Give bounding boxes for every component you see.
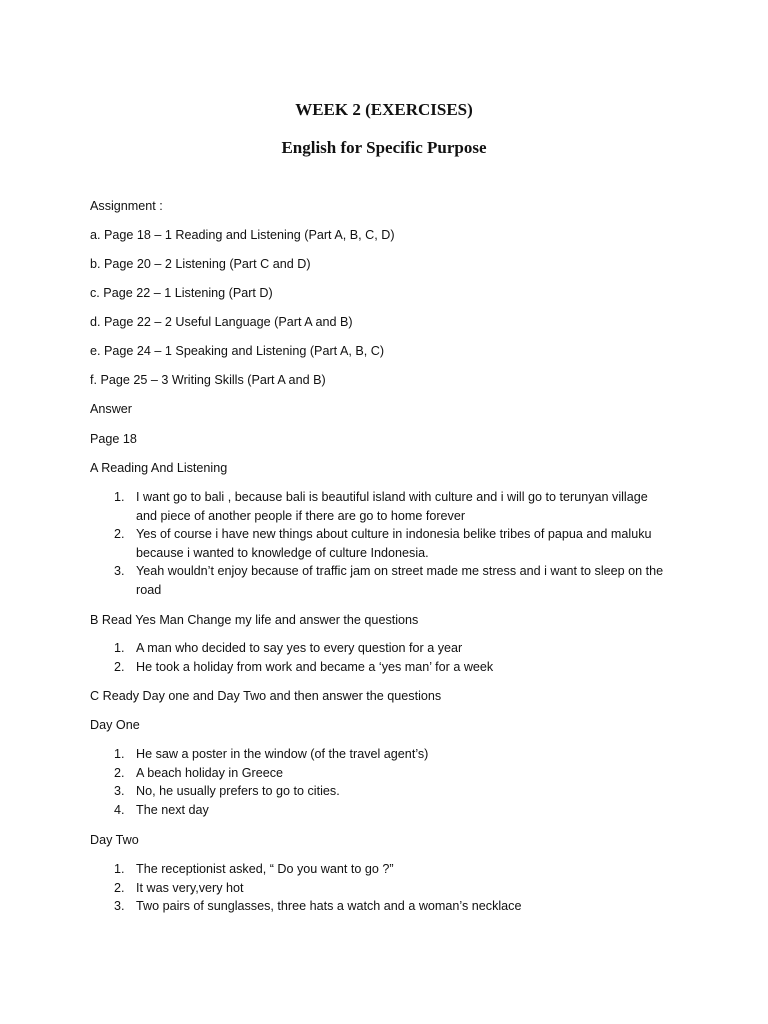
- list-number: 2.: [114, 880, 125, 895]
- list-number: 2.: [114, 527, 125, 541]
- list-number: 3.: [114, 899, 125, 913]
- page-reference: Page 18: [90, 432, 137, 446]
- list-text: Yeah wouldn’t enjoy because of traffic jam on street made me stress and i want to sleep on the: [136, 564, 664, 578]
- list-text: It was very,very hot: [136, 880, 244, 895]
- list-text: No, he usually prefers to go to cities.: [136, 784, 340, 798]
- list-text: The next day: [136, 802, 209, 817]
- list-text: road: [136, 582, 162, 597]
- list-number: 1.: [114, 747, 125, 761]
- list-number: 2.: [114, 765, 125, 780]
- list-text: He took a holiday from work and became a ‘yes man’ for a week: [136, 659, 494, 674]
- list-text: Two pairs of sunglasses, three hats a watch and a woman’s necklace: [136, 899, 522, 913]
- list-item: [90, 897, 690, 916]
- list-number: 1.: [114, 641, 125, 655]
- list-item: [90, 879, 690, 898]
- list-number: 3.: [114, 564, 125, 578]
- list-text: I want go to bali , because bali is beautiful island with culture and i will go to terunyan village: [136, 490, 648, 504]
- list-text: A beach holiday in Greece: [136, 765, 284, 780]
- page-title: WEEK 2 (EXERCISES): [295, 100, 473, 119]
- list-number: 4.: [114, 802, 125, 817]
- assignment-label: Assignment :: [90, 199, 163, 213]
- list-item: [90, 639, 690, 658]
- list-text: The receptionist asked, “ Do you want to go ?”: [136, 862, 394, 876]
- section-a-list: [90, 488, 690, 599]
- section-b-list: [90, 639, 690, 676]
- list-item: [90, 488, 690, 525]
- list-item: [90, 745, 690, 764]
- list-number: 2.: [114, 659, 125, 674]
- list-item: [90, 658, 690, 677]
- section-b-heading: B Read Yes Man Change my life and answer the questions: [90, 613, 419, 627]
- day-two-list: [90, 860, 690, 916]
- assignment-item-f: f. Page 25 – 3 Writing Skills (Part A and B): [90, 373, 326, 387]
- assignment-item-c: c. Page 22 – 1 Listening (Part D): [90, 286, 273, 300]
- day-one-label: Day One: [90, 718, 140, 732]
- list-number: 1.: [114, 490, 125, 504]
- list-item: [90, 860, 690, 879]
- list-text: and piece of another people if there are go to home forever: [136, 508, 466, 523]
- list-number: 3.: [114, 784, 125, 798]
- list-text: because i wanted to knowledge of culture Indonesia.: [136, 545, 429, 560]
- day-one-list: [90, 745, 690, 819]
- assignment-item-b: b. Page 20 – 2 Listening (Part C and D): [90, 257, 311, 271]
- list-item: [90, 525, 690, 562]
- section-c-heading: C Ready Day one and Day Two and then answer the questions: [90, 689, 442, 703]
- list-text: He saw a poster in the window (of the travel agent’s): [136, 747, 429, 761]
- page-subtitle: English for Specific Purpose: [281, 138, 487, 157]
- list-item: [90, 562, 690, 599]
- list-text: Yes of course i have new things about culture in indonesia belike tribes of papua and maluku: [136, 527, 652, 541]
- answer-label: Answer: [90, 402, 132, 416]
- list-item: [90, 782, 690, 801]
- assignment-item-e: e. Page 24 – 1 Speaking and Listening (Part A, B, C): [90, 344, 385, 358]
- section-a-heading: A Reading And Listening: [90, 461, 228, 475]
- list-text: A man who decided to say yes to every question for a year: [136, 641, 463, 655]
- assignment-item-a: a. Page 18 – 1 Reading and Listening (Part A, B, C, D): [90, 228, 395, 242]
- assignment-item-d: d. Page 22 – 2 Useful Language (Part A and B): [90, 315, 353, 329]
- list-number: 1.: [114, 862, 125, 876]
- list-item: [90, 764, 690, 783]
- list-item: [90, 801, 690, 820]
- day-two-label: Day Two: [90, 833, 139, 847]
